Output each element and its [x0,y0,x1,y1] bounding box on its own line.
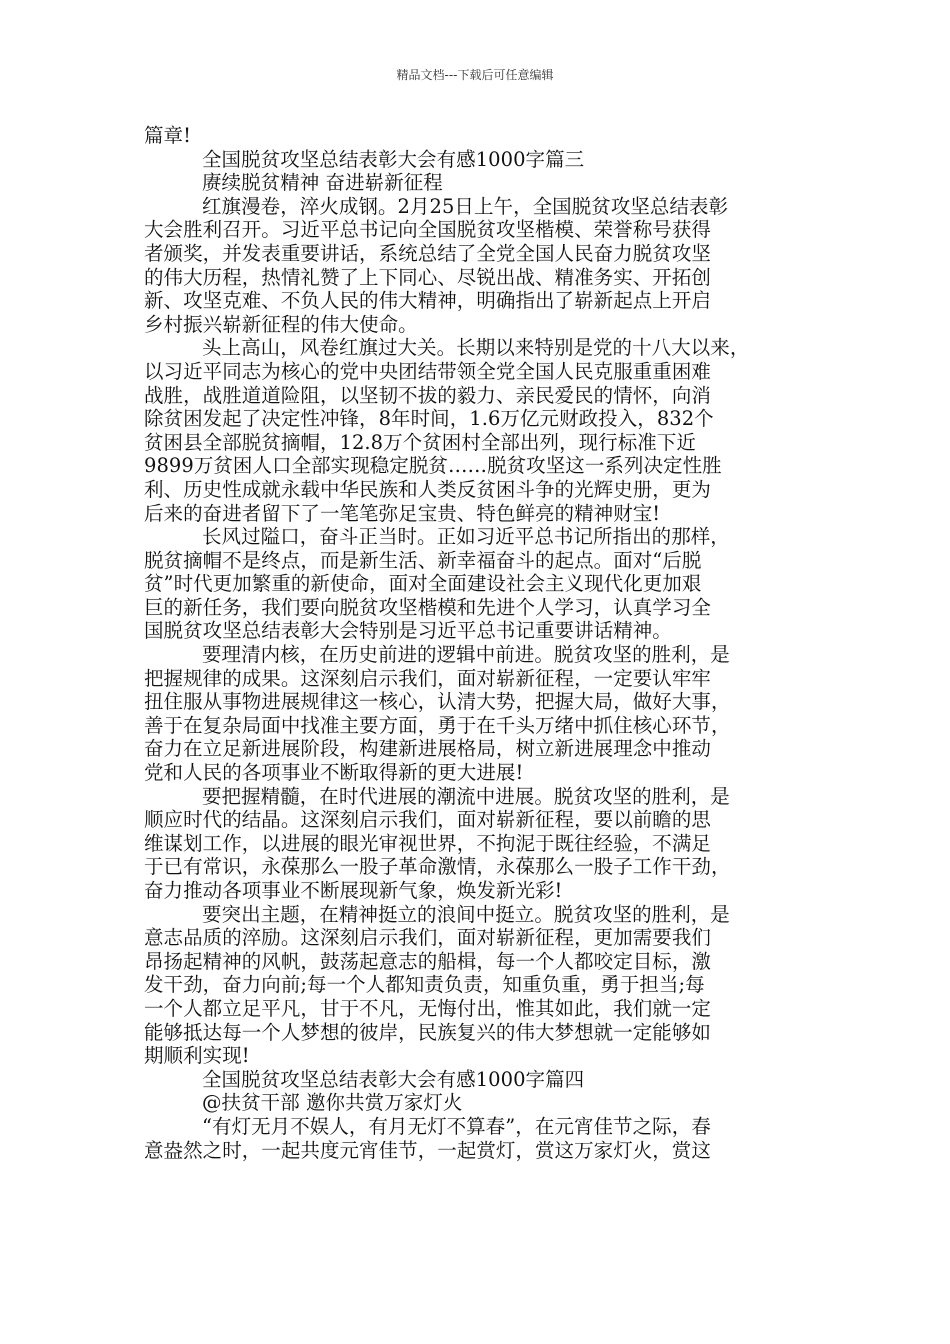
text-line: 赓续脱贫精神 奋进崭新征程 [202,171,443,195]
text-line: 利、历史性成就永载中华民族和人类反贫困斗争的光辉史册，更为 [144,477,711,501]
text-line: 9899万贫困人口全部实现稳定脱贫……脱贫攻坚这一系列决定性胜 [144,454,722,478]
text-line: @扶贫干部 邀你共赏万家灯火 [202,1091,463,1115]
text-line: 全国脱贫攻坚总结表彰大会有感1000字篇三 [202,147,585,171]
text-line: 于已有常识，永葆那么一股子革命激情，永葆那么一股子工作干劲， [144,855,731,879]
text-line: 意盎然之时，一起共度元宵佳节，一起赏灯，赏这万家灯火，赏这 [144,1138,711,1162]
text-line: 红旗漫卷，淬火成钢。2月25日上午，全国脱贫攻坚总结表彰 [202,194,729,218]
text-line: 顺应时代的结晶。这深刻启示我们，面对崭新征程，要以前瞻的思 [144,808,711,832]
text-line: 贫”时代更加繁重的新使命，面对全面建设社会主义现代化更加艰 [144,572,702,596]
text-line: 贫困县全部脱贫摘帽，12.8万个贫困村全部出列，现行标准下近 [144,430,696,454]
text-line: 战胜，战胜道道险阻，以坚韧不拔的毅力、亲民爱民的情怀，向消 [144,383,711,407]
text-line: 者颁奖，并发表重要讲话，系统总结了全党全国人民奋力脱贫攻坚 [144,241,711,265]
text-line: 头上高山，风卷红旗过大关。长期以来特别是党的十八大以来， [202,336,750,360]
text-line: 党和人民的各项事业不断取得新的更大进展! [144,761,524,785]
document-body [144,124,812,1162]
text-line: 要突出主题，在精神挺立的浪间中挺立。脱贫攻坚的胜利，是 [202,902,730,926]
text-line: 篇章! [144,124,191,147]
text-line: “有灯无月不娱人，有月无灯不算春”，在元宵佳节之际，春 [202,1114,711,1138]
text-line: 发干劲，奋力向前;每一个人都知责负责，知重负重，勇于担当;每 [144,973,705,997]
text-line: 扭住服从事物进展规律这一核心，认清大势，把握大局，做好大事， [144,690,731,714]
text-line: 长风过隘口，奋斗正当时。正如习近平总书记所指出的那样， [202,525,730,549]
text-line: 要理清内核，在历史前进的逻辑中前进。脱贫攻坚的胜利，是 [202,643,730,667]
text-line: 把握规律的成果。这深刻启示我们，面对崭新征程，一定要认牢牢 [144,666,711,690]
text-line: 脱贫摘帽不是终点，而是新生活、新幸福奋斗的起点。面对“后脱 [144,548,702,572]
text-line: 乡村振兴崭新征程的伟大使命。 [144,312,418,336]
text-line: 善于在复杂局面中找准主要方面，勇于在千头万绪中抓住核心环节， [144,713,731,737]
text-line: 巨的新任务，我们要向脱贫攻坚楷模和先进个人学习，认真学习全 [144,595,711,619]
text-line: 除贫困发起了决定性冲锋，8年时间，1.6万亿元财政投入，832个 [144,407,714,431]
text-line: 期顺利实现! [144,1044,250,1068]
text-line: 奋力在立足新进展阶段，构建新进展格局，树立新进展理念中推动 [144,737,711,761]
text-line: 一个人都立足平凡，甘于不凡，无悔付出，惟其如此，我们就一定 [144,996,711,1020]
text-line: 的伟大历程，热情礼赞了上下同心、尽锐出战、精准务实、开拓创 [144,265,711,289]
text-line: 国脱贫攻坚总结表彰大会特别是习近平总书记重要讲话精神。 [144,619,672,643]
text-line: 奋力推动各项事业不断展现新气象，焕发新光彩! [144,879,563,902]
text-line: 意志品质的淬励。这深刻启示我们，面对崭新征程，更加需要我们 [144,926,711,950]
text-line: 新、攻坚克难、不负人民的伟大精神，明确指出了崭新起点上开启 [144,289,711,313]
text-line: 大会胜利召开。习近平总书记向全国脱贫攻坚楷模、荣誉称号获得 [144,218,711,242]
text-line: 要把握精髓，在时代进展的潮流中进展。脱贫攻坚的胜利，是 [202,784,730,808]
page-header: 精品文档---下载后可任意编辑 [396,68,554,82]
text-line: 维谋划工作，以进展的眼光审视世界，不拘泥于既往经验，不满足 [144,831,711,855]
text-line: 能够抵达每一个人梦想的彼岸，民族复兴的伟大梦想就一定能够如 [144,1020,711,1044]
text-line: 昂扬起精神的风帆，鼓荡起意志的船楫，每一个人都咬定目标，激 [144,949,711,973]
text-line: 后来的奋进者留下了一笔笔弥足宝贵、特色鲜亮的精神财宝! [144,501,661,525]
text-line: 全国脱贫攻坚总结表彰大会有感1000字篇四 [202,1067,585,1091]
text-line: 以习近平同志为核心的党中央团结带领全党全国人民克服重重困难 [144,359,711,383]
